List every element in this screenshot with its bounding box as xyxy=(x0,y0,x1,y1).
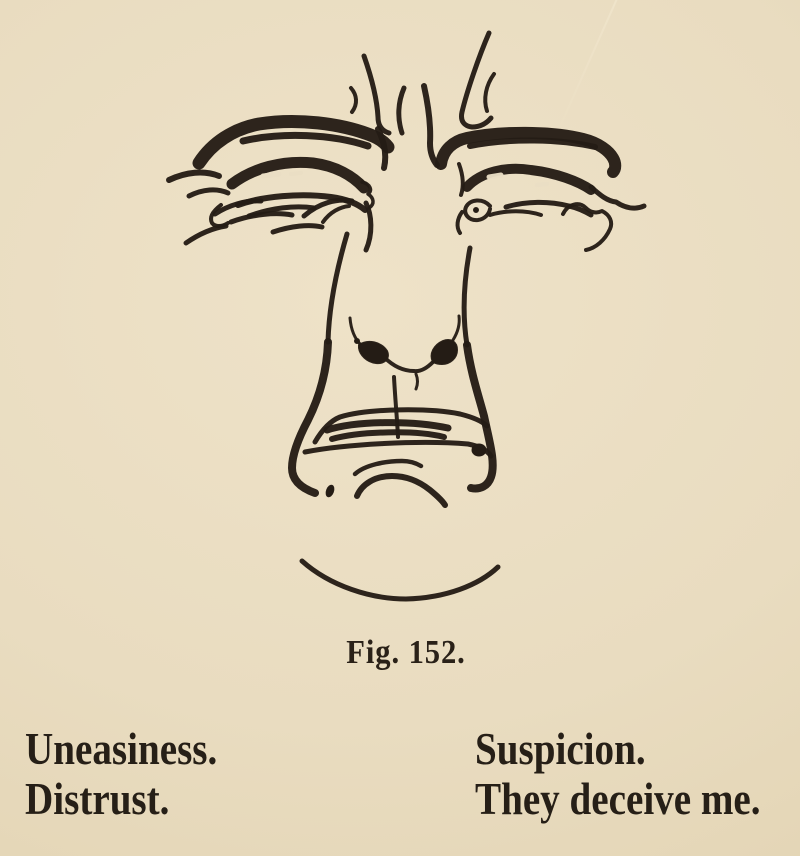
mouth xyxy=(305,410,491,505)
figure-caption: Fig. 152. xyxy=(346,634,466,671)
ink-strokes xyxy=(169,33,644,599)
right-label-block xyxy=(475,724,800,824)
label-they-deceive-me: They deceive me. xyxy=(475,773,761,824)
label-uneasiness: Uneasiness. xyxy=(25,723,218,774)
label-distrust: Distrust. xyxy=(25,773,170,824)
right-eye xyxy=(458,169,644,250)
left-label-block xyxy=(25,724,251,824)
chin-line xyxy=(302,561,498,599)
nose xyxy=(292,234,493,493)
label-suspicion: Suspicion. xyxy=(475,723,646,774)
